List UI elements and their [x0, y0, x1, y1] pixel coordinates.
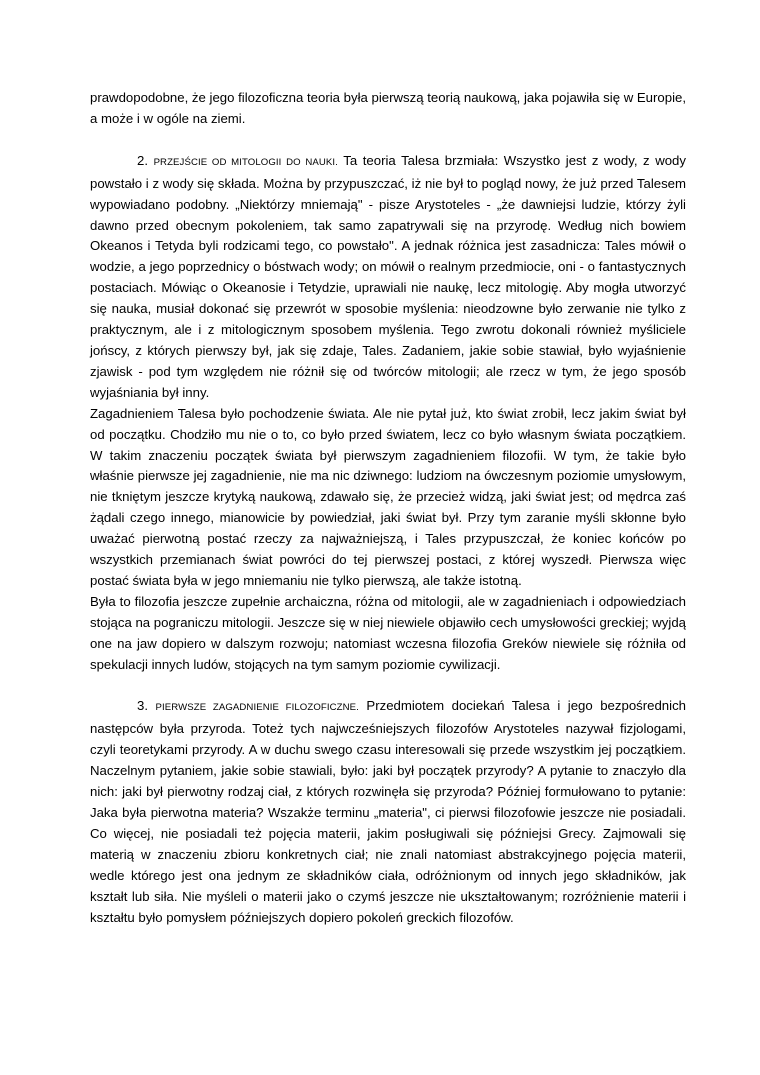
- section-3-heading: PIERWSZE ZAGADNIENIE FILOZOFICZNE.: [155, 702, 359, 714]
- section-3-paragraph: [90, 696, 686, 928]
- paragraph-continuation: prawdopodobne, że jego filozoficzna teoria była pierwszą teorią naukową, jaka pojawiła się w Europie, a może i w ogóle na ziemi.: [90, 90, 686, 126]
- section-2-text: Ta teoria Talesa brzmiała: Wszystko jest z wody, z wody powstało i z wody się składa. Można by przypuszczać, iż nie był to pogląd nowy, że już przed Talesem wypowiadano podobny. „Niektórzy mniemają" - pisze Arystoteles - „że dawniejsi ludzie, którzy żyli dawno przed obecnym pokoleniem, tak samo zapatrywali się na przyrodę. Według nich bowiem Okeanos i Tetyda byli rodzicami tego, co powstało". A jednak różnica jest zasadnicza: Tales mówił o wodzie, a jego poprzednicy o bóstwach wody; on mówił o realnym przedmiocie, oni - o fantastycznych postaciach. Mówiąc o Okeanosie i Tetydzie, uprawiali nie naukę, lecz mitologię. Aby mogła utworzyć się nauka, musiał dokonać się przewrót w sposobie myślenia: nieodzowne było zerwanie nie tylko z praktycznym, ale i z mitologicznym sposobem myślenia. Tego zwrotu dokonali również myśliciele jońscy, z których pierwszy był, jak się zdaje, Tales. Zadaniem, jakie sobie stawiał, było wyjaśnienie zjawisk - pod tym względem nie różnił się od twórców mitologii; ale rzecz w tym, że jego sposób wyjaśniania był inny.: [90, 152, 686, 400]
- section-2-paragraph: [90, 151, 686, 404]
- paragraph-archaic-philosophy: Była to filozofia jeszcze zupełnie archaiczna, różna od mitologii, ale w zagadnieniach i odpowiedziach stojąca na pograniczu mitologii. Jeszcze się w niej niewiele objawiło cech umysłowości greckiej; wyjdą one na jaw dopiero w dalszym rozwoju; natomiast wczesna filozofia Greków niewiele się różniła od spekulacji innych ludów, stojących na tym samym poziomie cywilizacji.: [90, 593, 686, 672]
- section-3-text: Przedmiotem dociekań Talesa i jego bezpośrednich następców była przyroda. Toteż tych najwcześniejszych filozofów Arystoteles nazywał fizjologami, czyli teoretykami przyrody. A w duchu swego czasu interesowali się przede wszystkim jej początkiem. Naczelnym pytaniem, jakie sobie stawiali, było: jaki był początek przyrody? A pytanie to znaczyło dla nich: jaki był pierwotny rodzaj ciał, z których rozwinęła się przyroda? Później formułowano to pytanie: Jaka była pierwotna materia? Wszakże terminu „materia", ci pierwsi filozofowie jeszcze nie posiadali. Co więcej, nie posiadali też pojęcia materii, jakim posługiwali się późniejsi Grecy. Zajmowali się materią w znaczeniu zbioru konkretnych ciał; nie znali natomiast abstrakcyjnego pojęcia materii, wedle którego jest ona jednym ze składników ciała, odróżnionym od innych jego składników, jak kształt lub siła. Nie myśleli o materii jako o czymś jeszcze nie ukształtowanym; rozróżnienie materii i kształtu było pomysłem późniejszych dopiero pokoleń greckich filozofów.: [90, 698, 687, 925]
- paragraph-origin-of-world: Zagadnieniem Talesa było pochodzenie świata. Ale nie pytał już, kto świat zrobił, lecz jakim świat był od początku. Chodziło mu nie o to, co było przed światem, lecz co było własnym świata początkiem. W takim znaczeniu początek świata był pierwszym zagadnieniem filozofii. W tym, że takie było właśnie pierwsze jej zagadnienie, nie ma nic dziwnego: ludziom na ówczesnym poziomie umysłowym, nie tkniętym jeszcze krytyką naukową, zdawało się, że przecież widzą, jaki świat jest; od mędrca zaś żądali czego innego, mianowicie by powiedział, jaki świat był. Przy tym zaranie myśli skłonne było uważać pierwotną postać rzeczy za najważniejszą, i Tales przypuszczał, że koniec końców po wszystkich przemianach świat powróci do tej pierwszej postaci, z której wyszedł. Pierwsza więc postać świata była w jego mniemaniu nie tylko pierwszą, ale także istotną.: [90, 405, 686, 588]
- section-3-number: 3.: [137, 698, 148, 714]
- section-2-heading: PRZEJŚCIE OD MITOLOGII DO NAUKI.: [153, 156, 338, 168]
- section-2-number: 2.: [137, 152, 148, 168]
- page-content: [90, 88, 686, 928]
